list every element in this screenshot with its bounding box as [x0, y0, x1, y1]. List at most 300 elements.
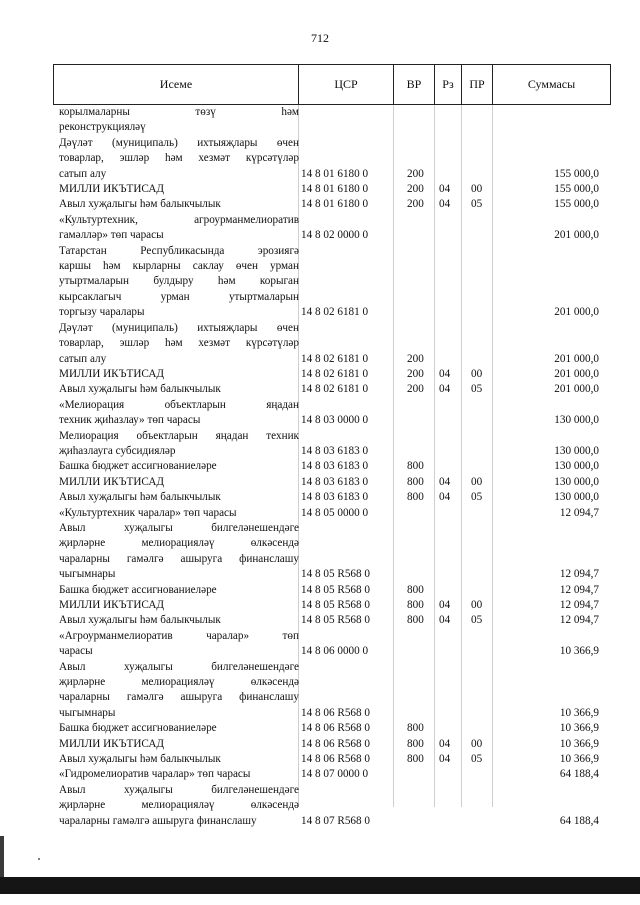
row-csr-cell	[299, 197, 394, 212]
row-csr: 14 8 01 6180 0	[301, 167, 369, 180]
row-csr-cell	[299, 737, 394, 752]
row-csr: 14 8 06 R568 0	[301, 706, 370, 719]
row-csr-cell	[299, 321, 394, 367]
row-vr-cell	[394, 105, 435, 136]
header-rz: Рз	[435, 65, 462, 104]
row-csr: 14 8 02 6181 0	[301, 383, 369, 396]
row-name-line: товарлар, эшләр һәм хезмәт күрсәтүләр	[59, 337, 299, 350]
row-vr: 200	[407, 383, 424, 396]
row-pr-cell	[462, 182, 493, 197]
row-csr: 14 8 07 R568 0	[301, 814, 370, 827]
row-csr-cell	[299, 598, 394, 613]
row-pr-cell	[462, 629, 493, 660]
row-name	[59, 429, 299, 460]
row-pr-cell	[462, 197, 493, 212]
row-name-line: Башка бюджет ассигнованиеләре	[59, 583, 217, 596]
row-name	[59, 660, 299, 722]
row-sum: 12 094,7	[559, 568, 599, 581]
row-vr-cell	[394, 459, 435, 474]
row-rz-cell	[435, 213, 462, 244]
row-vr-cell	[394, 752, 435, 767]
scan-speck	[38, 858, 40, 860]
row-rz-cell	[435, 583, 462, 598]
row-sum: 12 094,7	[559, 599, 599, 611]
row-csr-cell	[299, 660, 394, 722]
row-vr-cell	[394, 598, 435, 613]
row-csr: 14 8 02 6181 0	[301, 306, 369, 319]
row-sum-cell	[493, 429, 611, 460]
row-name-line: Авыл хуҗалыгы һәм балыкчылык	[59, 198, 221, 211]
row-rz-cell	[435, 721, 462, 736]
row-pr: 00	[471, 183, 483, 196]
row-vr-cell	[394, 613, 435, 628]
header-name: Исеме	[54, 65, 299, 104]
row-sum: 201 000,0	[554, 306, 599, 319]
row-csr: 14 8 05 R568 0	[301, 614, 370, 627]
row-rz-cell	[435, 783, 462, 829]
row-rz-cell	[435, 382, 462, 397]
row-pr-cell	[462, 490, 493, 505]
row-sum-cell	[493, 737, 611, 752]
row-pr: 05	[471, 198, 483, 211]
row-csr-cell	[299, 613, 394, 628]
row-name-line: торгызу чаралары	[59, 306, 145, 319]
row-csr: 14 8 02 0000 0	[301, 229, 369, 242]
row-vr: 800	[407, 737, 424, 750]
row-csr-cell	[299, 475, 394, 490]
row-rz-cell	[435, 490, 462, 505]
row-pr-cell	[462, 783, 493, 829]
row-sum: 10 366,9	[559, 722, 599, 735]
row-csr: 14 8 03 6183 0	[301, 491, 369, 504]
row-vr-cell	[394, 506, 435, 521]
row-csr: 14 8 06 R568 0	[301, 722, 370, 735]
row-name-line: кырсаклагыч урман утыртмаларын	[59, 290, 299, 303]
row-rz: 04	[439, 183, 451, 196]
row-vr-cell	[394, 244, 435, 321]
row-pr-cell	[462, 521, 493, 583]
row-name-line: чыгымнары	[59, 706, 116, 719]
table-row	[59, 182, 611, 197]
row-csr-cell	[299, 136, 394, 182]
row-sum-cell	[493, 521, 611, 583]
table-row	[59, 752, 611, 767]
row-name	[59, 752, 299, 767]
row-csr-cell	[299, 721, 394, 736]
row-sum-cell	[493, 382, 611, 397]
row-pr-cell	[462, 583, 493, 598]
row-name-line: чараларны гамәлгә ашыруга финанслашу	[59, 691, 299, 704]
row-pr-cell	[462, 767, 493, 782]
scan-edge	[0, 836, 4, 881]
table-row	[59, 598, 611, 613]
table-row	[59, 490, 611, 505]
row-rz: 04	[439, 599, 451, 611]
row-pr-cell	[462, 752, 493, 767]
table-row	[59, 136, 611, 182]
row-sum-cell	[493, 721, 611, 736]
row-sum-cell	[493, 136, 611, 182]
row-sum-cell	[493, 767, 611, 782]
row-vr-cell	[394, 767, 435, 782]
row-name-line: «Агроурманмелиоратив чаралар» төп	[59, 629, 299, 642]
row-sum: 10 366,9	[559, 753, 599, 766]
row-name-line: Авыл хуҗалыгы һәм балыкчылык	[59, 614, 221, 627]
table-row	[59, 321, 611, 367]
row-vr-cell	[394, 583, 435, 598]
row-sum: 130 000,0	[554, 444, 599, 457]
row-csr: 14 8 05 R568 0	[301, 599, 370, 611]
row-name-line: Дәүләт (муниципаль) ихтыяҗлары өчен	[59, 136, 299, 149]
header-csr: ЦСР	[299, 65, 394, 104]
table-row	[59, 660, 611, 722]
row-name	[59, 244, 299, 321]
row-name	[59, 321, 299, 367]
row-csr-cell	[299, 459, 394, 474]
row-pr-cell	[462, 382, 493, 397]
table-row	[59, 737, 611, 752]
row-name-line: сатып алу	[59, 352, 107, 365]
row-vr: 800	[407, 599, 424, 611]
header-vr: ВР	[394, 65, 435, 104]
row-sum: 12 094,7	[559, 583, 599, 596]
row-sum-cell	[493, 783, 611, 829]
row-rz: 04	[439, 198, 451, 211]
row-name	[59, 737, 299, 752]
row-sum-cell	[493, 613, 611, 628]
table-row	[59, 767, 611, 782]
row-rz-cell	[435, 598, 462, 613]
row-sum-cell	[493, 475, 611, 490]
row-rz-cell	[435, 506, 462, 521]
row-pr: 00	[471, 367, 483, 380]
row-rz-cell	[435, 737, 462, 752]
row-rz: 04	[439, 475, 451, 488]
row-sum-cell	[493, 321, 611, 367]
row-rz-cell	[435, 752, 462, 767]
row-rz: 04	[439, 491, 451, 504]
row-vr-cell	[394, 213, 435, 244]
row-csr-cell	[299, 182, 394, 197]
row-csr: 14 8 03 0000 0	[301, 414, 369, 427]
row-sum: 130 000,0	[554, 460, 599, 473]
row-vr-cell	[394, 521, 435, 583]
row-name	[59, 767, 299, 782]
row-csr: 14 8 01 6180 0	[301, 198, 369, 211]
row-name	[59, 182, 299, 197]
row-name	[59, 136, 299, 182]
row-sum: 10 366,9	[559, 645, 599, 658]
row-name-line: чараларны гамәлгә ашыруга финанслашу	[59, 552, 299, 565]
row-sum: 155 000,0	[554, 198, 599, 211]
row-sum-cell	[493, 197, 611, 212]
table-row	[59, 367, 611, 382]
table-row	[59, 213, 611, 244]
row-rz-cell	[435, 398, 462, 429]
row-name-line: МИЛЛИ ИКЪТИСАД	[59, 737, 165, 750]
row-name-line: МИЛЛИ ИКЪТИСАД	[59, 183, 165, 196]
row-csr: 14 8 05 R568 0	[301, 583, 370, 596]
row-name-line: Авыл хуҗалыгы һәм балыкчылык	[59, 383, 221, 396]
row-sum: 130 000,0	[554, 491, 599, 504]
row-name-line: Башка бюджет ассигнованиеләре	[59, 722, 217, 735]
row-name-line: Дәүләт (муниципаль) ихтыяҗлары өчен	[59, 321, 299, 334]
row-rz-cell	[435, 182, 462, 197]
row-pr-cell	[462, 367, 493, 382]
row-name-line: МИЛЛИ ИКЪТИСАД	[59, 475, 165, 488]
row-sum: 201 000,0	[554, 383, 599, 396]
row-sum: 155 000,0	[554, 183, 599, 196]
row-csr-cell	[299, 767, 394, 782]
row-name-line: Авыл хуҗалыгы билгеләнешендәге	[59, 660, 299, 673]
row-pr: 00	[471, 737, 483, 750]
row-name-line: Башка бюджет ассигнованиеләре	[59, 460, 217, 473]
row-vr-cell	[394, 629, 435, 660]
row-name	[59, 490, 299, 505]
row-csr-cell	[299, 244, 394, 321]
row-name	[59, 475, 299, 490]
row-pr-cell	[462, 737, 493, 752]
table-row	[59, 429, 611, 460]
table-header	[53, 64, 611, 105]
row-name-line: Мелиорация объектларын яңадан техник	[59, 429, 299, 442]
row-csr: 14 8 05 0000 0	[301, 506, 369, 519]
row-name-line: җирләрне мелиорацияләү өлкәсендә	[59, 676, 299, 689]
row-vr: 200	[407, 367, 424, 380]
row-name	[59, 783, 299, 829]
row-pr: 00	[471, 599, 483, 611]
row-sum-cell	[493, 506, 611, 521]
row-name-line: Авыл хуҗалыгы һәм балыкчылык	[59, 753, 221, 766]
row-sum-cell	[493, 583, 611, 598]
row-csr: 14 8 03 6183 0	[301, 475, 369, 488]
row-sum-cell	[493, 182, 611, 197]
row-rz-cell	[435, 521, 462, 583]
row-name	[59, 105, 299, 136]
table-row	[59, 783, 611, 829]
table-row	[59, 629, 611, 660]
row-name	[59, 598, 299, 613]
row-vr-cell	[394, 660, 435, 722]
row-sum-cell	[493, 598, 611, 613]
header-pr: ПР	[462, 65, 493, 104]
row-pr-cell	[462, 475, 493, 490]
row-name-line: чарасы	[59, 645, 93, 658]
row-name-line: МИЛЛИ ИКЪТИСАД	[59, 599, 165, 611]
row-sum-cell	[493, 490, 611, 505]
row-vr: 800	[407, 491, 424, 504]
row-rz-cell	[435, 367, 462, 382]
row-name-line: «Культуртехник, агроурманмелиоратив	[59, 213, 299, 226]
row-name-line: «Мелиорация объектларын яңадан	[59, 398, 299, 411]
row-pr: 05	[471, 614, 483, 627]
row-csr: 14 8 07 0000 0	[301, 768, 369, 781]
row-name-line: «Гидромелиоратив чаралар» төп чарасы	[59, 768, 251, 781]
table-row	[59, 459, 611, 474]
row-vr-cell	[394, 490, 435, 505]
row-name	[59, 197, 299, 212]
row-csr-cell	[299, 367, 394, 382]
row-name-line: корылмаларны төзү һәм	[59, 106, 299, 118]
row-csr-cell	[299, 105, 394, 136]
row-csr: 14 8 03 6183 0	[301, 444, 369, 457]
row-name-line: гамәлләр» төп чарасы	[59, 229, 164, 242]
row-rz: 04	[439, 737, 451, 750]
table-row	[59, 197, 611, 212]
row-csr: 14 8 05 R568 0	[301, 568, 370, 581]
row-sum: 201 000,0	[554, 352, 599, 365]
row-name	[59, 583, 299, 598]
row-rz-cell	[435, 613, 462, 628]
row-pr-cell	[462, 598, 493, 613]
row-vr: 800	[407, 460, 424, 473]
row-name	[59, 459, 299, 474]
row-name	[59, 367, 299, 382]
row-rz-cell	[435, 629, 462, 660]
table-body	[59, 105, 611, 829]
row-vr-cell	[394, 136, 435, 182]
row-pr-cell	[462, 429, 493, 460]
table-row	[59, 583, 611, 598]
row-rz-cell	[435, 244, 462, 321]
row-name-line: каршы һәм кырларны саклау өчен урман	[59, 260, 299, 273]
row-csr: 14 8 02 6181 0	[301, 352, 369, 365]
row-pr-cell	[462, 136, 493, 182]
row-name-line: реконструкцияләү	[59, 121, 146, 134]
row-sum-cell	[493, 398, 611, 429]
table-row	[59, 521, 611, 583]
row-name-line: Авыл хуҗалыгы һәм балыкчылык	[59, 491, 221, 504]
row-csr-cell	[299, 629, 394, 660]
row-pr-cell	[462, 244, 493, 321]
table-row	[59, 506, 611, 521]
row-rz: 04	[439, 383, 451, 396]
row-name-line: чараларны гамәлгә ашыруга финанслашу	[59, 814, 257, 827]
row-vr: 200	[407, 183, 424, 196]
row-csr: 14 8 03 6183 0	[301, 460, 369, 473]
row-name-line: утыртмаларын булдыру һәм корыган	[59, 275, 299, 288]
row-rz-cell	[435, 136, 462, 182]
row-name-line: сатып алу	[59, 167, 107, 180]
row-vr-cell	[394, 197, 435, 212]
row-rz-cell	[435, 105, 462, 136]
row-csr-cell	[299, 429, 394, 460]
row-sum: 130 000,0	[554, 414, 599, 427]
row-vr: 800	[407, 475, 424, 488]
row-rz-cell	[435, 660, 462, 722]
row-csr-cell	[299, 521, 394, 583]
row-sum: 64 188,4	[559, 768, 599, 781]
row-name	[59, 213, 299, 244]
row-csr: 14 8 01 6180 0	[301, 183, 369, 196]
row-sum: 201 000,0	[554, 367, 599, 380]
row-pr-cell	[462, 459, 493, 474]
row-sum-cell	[493, 459, 611, 474]
row-name-line: чыгымнары	[59, 568, 116, 581]
row-pr-cell	[462, 660, 493, 722]
row-vr-cell	[394, 737, 435, 752]
row-name	[59, 629, 299, 660]
row-csr-cell	[299, 783, 394, 829]
row-pr-cell	[462, 398, 493, 429]
page-number: 712	[311, 31, 329, 45]
row-name-line: Авыл хуҗалыгы билгеләнешендәге	[59, 783, 299, 796]
table-row	[59, 398, 611, 429]
table-row	[59, 613, 611, 628]
row-csr: 14 8 06 0000 0	[301, 645, 369, 658]
row-pr-cell	[462, 613, 493, 628]
row-csr-cell	[299, 506, 394, 521]
row-pr-cell	[462, 213, 493, 244]
row-sum: 201 000,0	[554, 229, 599, 242]
row-vr-cell	[394, 367, 435, 382]
row-name-line: «Культуртехник чаралар» төп чарасы	[59, 506, 237, 519]
row-name	[59, 613, 299, 628]
header-sum: Суммасы	[527, 77, 576, 91]
row-vr-cell	[394, 783, 435, 829]
row-sum-cell	[493, 752, 611, 767]
row-rz-cell	[435, 475, 462, 490]
row-vr: 200	[407, 198, 424, 211]
row-name	[59, 506, 299, 521]
row-rz: 04	[439, 367, 451, 380]
row-vr: 800	[407, 722, 424, 735]
row-name-line: җиһазлауга субсидияләр	[59, 444, 176, 457]
row-rz-cell	[435, 429, 462, 460]
row-rz-cell	[435, 459, 462, 474]
row-csr: 14 8 06 R568 0	[301, 737, 370, 750]
row-sum-cell	[493, 660, 611, 722]
row-sum-cell	[493, 629, 611, 660]
row-csr: 14 8 06 R568 0	[301, 753, 370, 766]
row-rz: 04	[439, 753, 451, 766]
row-sum-cell	[493, 213, 611, 244]
row-name-line: товарлар, эшләр һәм хезмәт күрсәтүләр	[59, 152, 299, 165]
row-name-line: Татарстан Республикасында эрозиягә	[59, 244, 299, 257]
row-name-line: җирләрне мелиорацияләү өлкәсендә	[59, 799, 299, 812]
row-vr: 800	[407, 753, 424, 766]
row-name	[59, 721, 299, 736]
row-vr-cell	[394, 182, 435, 197]
table-row	[59, 475, 611, 490]
scan-bottom-bar	[0, 877, 640, 894]
row-vr-cell	[394, 475, 435, 490]
row-vr-cell	[394, 721, 435, 736]
row-pr-cell	[462, 506, 493, 521]
row-pr-cell	[462, 321, 493, 367]
row-sum: 10 366,9	[559, 737, 599, 750]
row-sum: 10 366,9	[559, 706, 599, 719]
table-row	[59, 721, 611, 736]
row-pr: 05	[471, 753, 483, 766]
row-sum: 155 000,0	[554, 167, 599, 180]
row-sum-cell	[493, 367, 611, 382]
table-row	[59, 382, 611, 397]
row-vr: 200	[407, 352, 424, 365]
row-csr-cell	[299, 398, 394, 429]
row-rz-cell	[435, 767, 462, 782]
row-rz-cell	[435, 197, 462, 212]
row-name-line: МИЛЛИ ИКЪТИСАД	[59, 367, 165, 380]
row-sum-cell	[493, 105, 611, 136]
row-pr-cell	[462, 105, 493, 136]
row-rz: 04	[439, 614, 451, 627]
row-sum-cell	[493, 244, 611, 321]
row-name-line: техник җиһазлау» төп чарасы	[59, 414, 201, 427]
row-name-line: җирләрне мелиорацияләү өлкәсендә	[59, 537, 299, 550]
row-vr: 800	[407, 583, 424, 596]
row-name	[59, 521, 299, 583]
